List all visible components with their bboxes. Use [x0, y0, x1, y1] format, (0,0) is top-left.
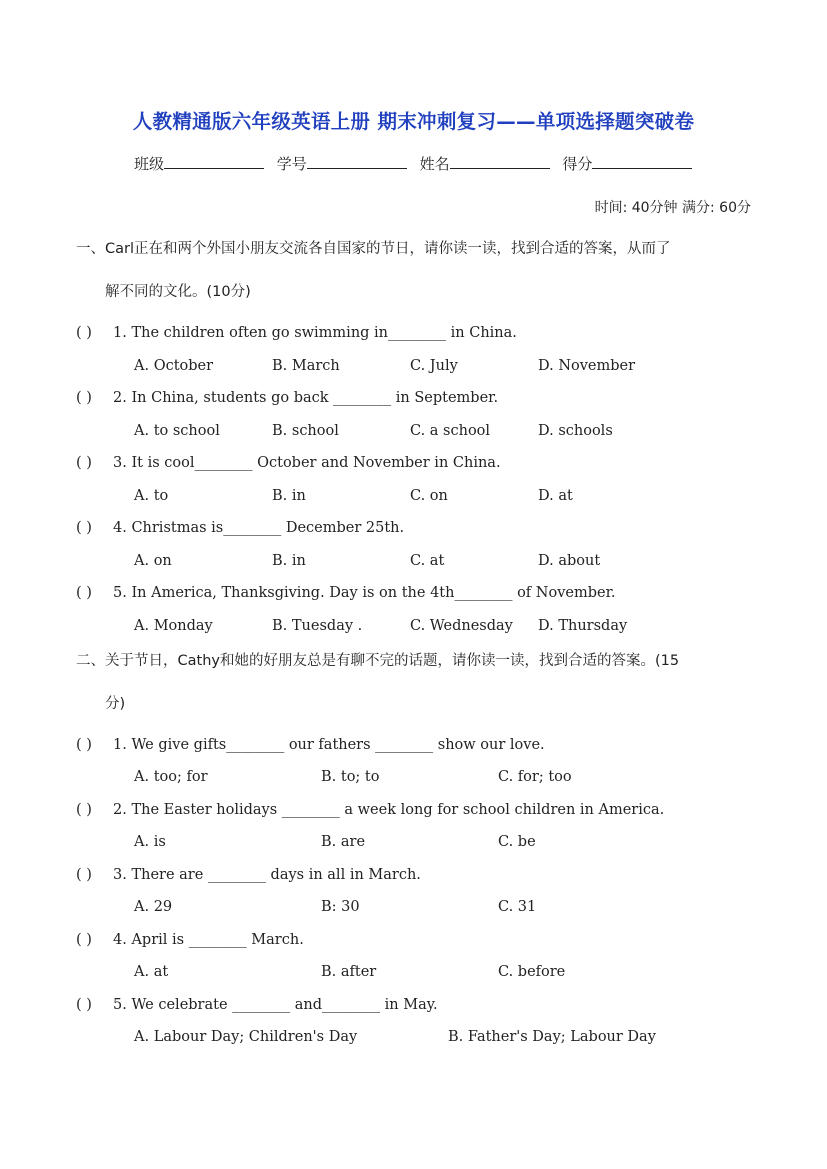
answer-paren: ( )	[76, 997, 92, 1013]
question-text: 4. Christmas is________ December 25th.	[113, 520, 405, 536]
s1-question-4	[76, 520, 404, 536]
s1-q1-option-b: B. March	[272, 358, 340, 374]
s1-q1-option-a: A. October	[134, 358, 214, 374]
s1-question-2	[76, 390, 498, 406]
s2-q4-option-a: A. at	[134, 964, 169, 980]
s1-q1-option-c: C. July	[410, 358, 458, 374]
s1-q2-option-d: D. schools	[538, 423, 613, 439]
answer-paren: ( )	[76, 802, 92, 818]
page-title: 人教精通版六年级英语上册 期末冲刺复习——单项选择题突破卷	[132, 110, 695, 133]
s1-q3-option-c: C. on	[410, 488, 448, 504]
s1-question-3	[76, 455, 501, 471]
section-2-heading	[76, 640, 756, 726]
s1-q4-option-c: C. at	[410, 553, 445, 569]
answer-paren: ( )	[76, 520, 92, 536]
s2-q5-option-b: B. Father's Day; Labour Day	[448, 1029, 656, 1045]
s2-q3-option-b: B: 30	[321, 899, 360, 915]
s2-q2-option-a: A. is	[134, 834, 166, 850]
s1-q2-option-c: C. a school	[410, 423, 491, 439]
s1-q5-option-b: B. Tuesday .	[272, 618, 363, 634]
answer-paren: ( )	[76, 455, 92, 471]
s2-question-5	[76, 997, 438, 1013]
name-field	[420, 153, 550, 174]
section-1-heading-line2: 解不同的文化。(10分)	[105, 284, 251, 300]
question-text: 2. In China, students go back ________ in September.	[113, 390, 499, 406]
question-text: 3. There are ________ days in all in March.	[113, 867, 421, 883]
section-2-heading-line1: 二、关于节日，Cathy和她的好朋友总是有聊不完的话题，请你读一读，找到合适的答案。(15	[76, 653, 680, 669]
section-1-heading-line1: 一、Carl正在和两个外国小朋友交流各自国家的节日，请你读一读，找到合适的答案，从而了	[76, 241, 671, 257]
s1-q3-option-a: A. to	[134, 488, 169, 504]
number-blank	[307, 154, 407, 169]
s1-q4-option-b: B. in	[272, 553, 306, 569]
answer-paren: ( )	[76, 390, 92, 406]
name-blank	[450, 154, 550, 169]
s1-q3-option-b: B. in	[272, 488, 306, 504]
s2-q5-option-a: A. Labour Day; Children's Day	[134, 1029, 358, 1045]
time-info: 时间: 40分钟 满分: 60分	[594, 200, 751, 216]
number-field	[277, 153, 407, 174]
s2-q3-option-a: A. 29	[134, 899, 173, 915]
s2-q1-option-b: B. to; to	[321, 769, 380, 785]
question-text: 4. April is ________ March.	[113, 932, 304, 948]
student-info-line	[134, 153, 700, 174]
question-text: 2. The Easter holidays ________ a week long for school children in America.	[113, 802, 665, 818]
question-text: 1. The children often go swimming in________ in China.	[113, 325, 517, 341]
s1-question-5	[76, 585, 616, 601]
answer-paren: ( )	[76, 737, 92, 753]
question-text: 3. It is cool________ October and November in China.	[113, 455, 501, 471]
s1-q5-option-d: D. Thursday	[538, 618, 628, 634]
s2-q3-option-c: C. 31	[498, 899, 537, 915]
score-field	[562, 153, 692, 174]
s1-q3-option-d: D. at	[538, 488, 573, 504]
s2-q4-option-c: C. before	[498, 964, 566, 980]
question-text: 5. In America, Thanksgiving. Day is on the 4th________ of November.	[113, 585, 616, 601]
s2-question-2	[76, 802, 664, 818]
s2-q1-option-a: A. too; for	[134, 769, 208, 785]
s2-q4-option-b: B. after	[321, 964, 377, 980]
class-blank	[164, 154, 264, 169]
question-text: 5. We celebrate ________ and________ in May.	[113, 997, 438, 1013]
s2-q2-option-c: C. be	[498, 834, 536, 850]
score-blank	[592, 154, 692, 169]
section-2-heading-line2: 分)	[105, 696, 126, 712]
answer-paren: ( )	[76, 932, 92, 948]
answer-paren: ( )	[76, 585, 92, 601]
s1-q4-option-d: D. about	[538, 553, 601, 569]
s1-q2-option-a: A. to school	[134, 423, 220, 439]
s1-q4-option-a: A. on	[134, 553, 172, 569]
s1-q5-option-c: C. Wednesday	[410, 618, 513, 634]
s1-q2-option-b: B. school	[272, 423, 339, 439]
section-1-heading	[76, 228, 756, 314]
s2-question-3	[76, 867, 421, 883]
s2-q1-option-c: C. for; too	[498, 769, 572, 785]
answer-paren: ( )	[76, 325, 92, 341]
s1-q1-option-d: D. November	[538, 358, 636, 374]
class-label: 班级	[134, 155, 165, 173]
s2-question-4	[76, 932, 304, 948]
s2-q2-option-b: B. are	[321, 834, 366, 850]
class-field	[134, 153, 264, 174]
score-label: 得分	[562, 155, 593, 173]
name-label: 姓名	[419, 155, 450, 173]
s2-question-1	[76, 737, 545, 753]
question-text: 1. We give gifts________ our fathers ________ show our love.	[113, 737, 545, 753]
s1-q5-option-a: A. Monday	[134, 618, 213, 634]
s1-question-1	[76, 325, 517, 341]
answer-paren: ( )	[76, 867, 92, 883]
number-label: 学号	[276, 155, 307, 173]
